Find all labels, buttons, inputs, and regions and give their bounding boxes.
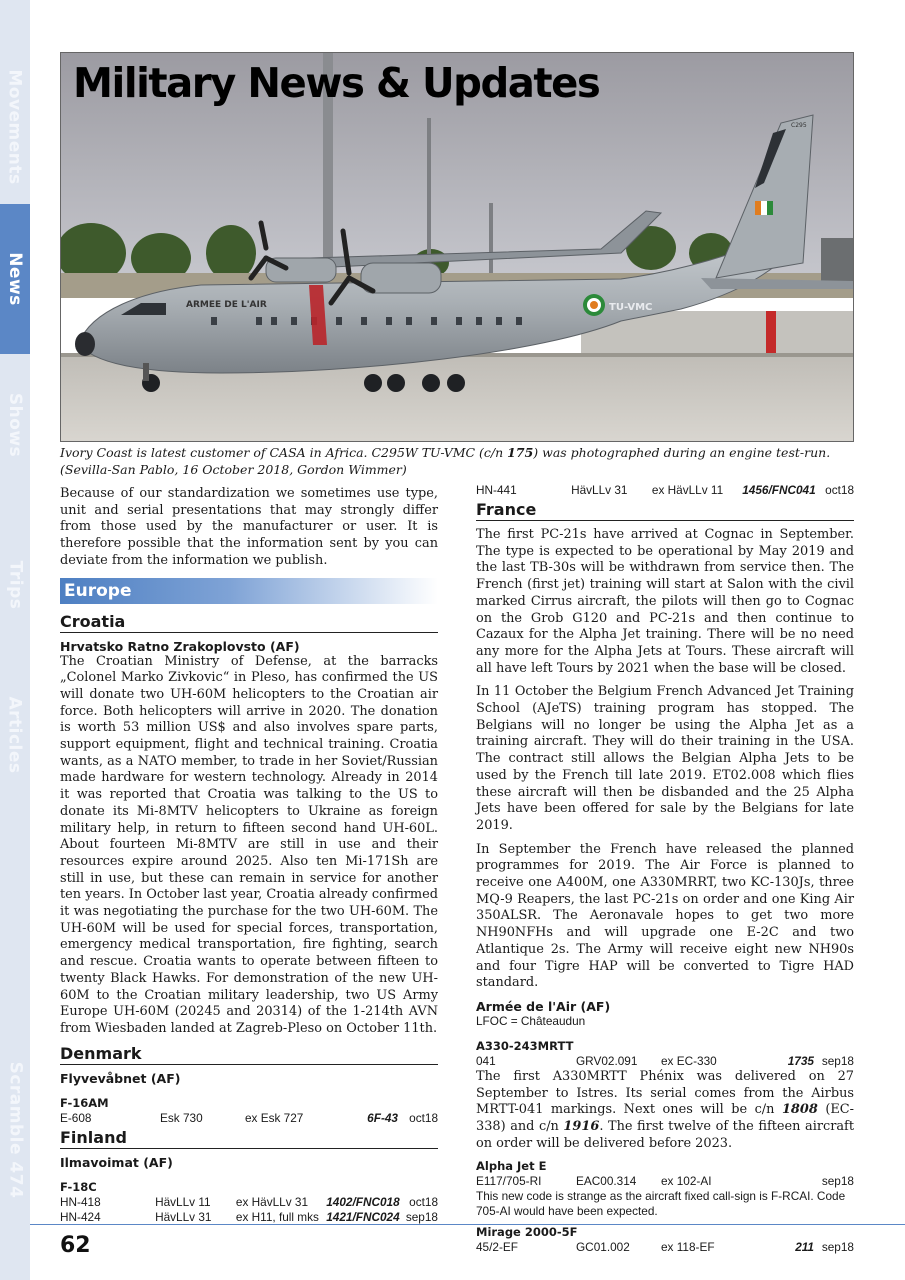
unit-croatia: Hrvatsko Ratno Zrakoplovsto (AF)	[60, 638, 300, 654]
code: 1402/FNC018	[326, 1194, 400, 1209]
country-denmark: Denmark	[60, 1044, 438, 1065]
code: 1735	[787, 1053, 814, 1068]
country-finland: Finland	[60, 1128, 438, 1149]
tab-shows-label: Shows	[5, 392, 26, 458]
country-france: France	[476, 500, 854, 521]
caption-text-a: Ivory Coast is latest customer of CASA in Africa. C295W TU-VMC (c/n	[60, 445, 508, 460]
unit-cell: EAC00.314	[576, 1173, 637, 1188]
serial: HN-424	[60, 1209, 101, 1224]
a330-text	[476, 1069, 854, 1153]
tab-movements[interactable]	[0, 62, 30, 192]
date: oct18	[409, 1110, 438, 1125]
date: oct18	[409, 1194, 438, 1209]
unit-cell: GC01.002	[576, 1239, 630, 1254]
table-row	[60, 1210, 438, 1225]
section-sidebar	[0, 0, 30, 1280]
roundel-icon	[583, 294, 605, 316]
table-row	[476, 483, 854, 498]
a330-text-3: . The first twelve of the fifteen aircraft on order will be delivered before 2023.	[476, 1119, 855, 1151]
previous: ex 102-AI	[661, 1173, 712, 1188]
previous: ex 118-EF	[661, 1239, 715, 1254]
france-paragraph-1: The first PC-21s have arrived at Cognac in September. The type is expected to be operational by May 2019 and the last TB-30s will be withdrawn from service then. The French (first jet) training will start at Salon with the civil marked Cirrus aircraft, the pilots will then go to Cognac on the Grob G120 and PC-21s and then continue to Cazaux for the Alpha Jet training. There will be no need any more for the Alpha Jets at Tours. These aircraft will all have left Tours by 2021 when the base will be closed.	[476, 527, 854, 676]
tab-shows[interactable]	[0, 370, 30, 480]
alphajet-note: This new code is strange as the aircraft fixed call-sign is F-RCAI. Code 705-AI would have been expected.	[476, 1188, 846, 1218]
tab-trips[interactable]	[0, 540, 30, 630]
aircraft-marking: ARMEE DE L'AIR	[186, 300, 267, 310]
serial: 45/2-EF	[476, 1239, 518, 1254]
type-a330: A330-243MRTT	[476, 1038, 574, 1053]
intro-text: Because of our standardization we sometimes use type, unit and serial presentations that may strongly differ from those used by the manufacturer or user. It is therefore possible that the information sent by you can deviate from the information we publish.	[60, 486, 438, 568]
unit-france: Armée de l'Air (AF)	[476, 998, 611, 1014]
unit-cell: Esk 730	[160, 1110, 203, 1125]
table-row	[60, 1111, 438, 1126]
a330-text-1: The first A330MRTT Phénix was delivered on 27 September to Istres. Its serial comes from the Airbus MRTT-041 markings. Next ones will be c/n	[476, 1068, 854, 1118]
serial: HN-441	[476, 483, 517, 497]
date: oct18	[825, 483, 854, 497]
france-paragraph-2: In 11 October the Belgium French Advanced Jet Training School (AJeTS) training program has stopped. The Belgians will no longer be using the Alpha Jet as a training aircraft. They will do their training in the USA. The contract still allows the Belgian Alpha Jets to be used by the French till late 2019. ET02.008 which flies these aircraft will then be disbanded and the 25 Alpha Jets have been offered for sale by the Belgians for late 2019.	[476, 684, 854, 833]
croatia-text: The Croatian Ministry of Defense, at the barracks „Colonel Marko Zivkovic“ in Pleso, has confirmed the US will donate two UH-60M helicopters to the Croatian air force. Both helicopters will arrive in 2020. The donation is worth 53 million US$ and also involves spare parts, support equipment, flight and technical training. Croatia wants, as a NATO member, to trade in her Soviet/Russian made hardware for western technology. Already in 2014 it was reported that Croatia was talking to the US to donate its Mi-8MTV helicopters to Ukraine as foreign military help, in return to fifteen second hand UH-60L. About fourteen Mi-8MTV are still in use and their resources expire around 2025. Also ten Mi-171Sh are still in use, but these can remain in service for another ten years. In October last year, Croatia already confirmed it was negotiating the purchase for the two UH-60M. The UH-60M will be used for special forces, transportation, emergency medical transportation, fire fighting, search and rescue. Croatia wants to operate between fifteen to twenty Black Hawks. For demonstration of the new UH-60M to the Croatian military leadership, two US Army Europe UH-60M (20245 and 20314) of the 1-214th AVN from Wiesbaden landed at Zagreb-Pleso on October 11th.	[60, 653, 438, 1036]
type-f18c: F-18C	[60, 1179, 97, 1194]
right-column	[476, 483, 854, 1255]
location-code: LFOC = Châteaudun	[476, 1013, 586, 1028]
unit-denmark: Flyvevåbnet (AF)	[60, 1070, 181, 1086]
tab-news[interactable]	[0, 204, 30, 354]
section-europe: Europe	[60, 578, 438, 604]
previous: ex H11, full mks	[235, 1209, 319, 1224]
tab-articles-label: Articles	[5, 696, 26, 774]
tab-movements-label: Movements	[5, 69, 25, 185]
photo-caption	[60, 444, 856, 478]
unit-cell: GRV02.091	[576, 1053, 638, 1068]
footer-rule	[30, 1224, 905, 1225]
tab-scramble[interactable]	[0, 1060, 30, 1200]
unit-finland: Ilmavoimat (AF)	[60, 1154, 173, 1170]
table-row	[476, 1240, 854, 1255]
unit-cell: HävLLv 11	[155, 1194, 211, 1209]
date: sep18	[821, 1053, 854, 1068]
date: sep18	[821, 1173, 854, 1188]
page-number: 62	[60, 1233, 91, 1258]
code: 1421/FNC024	[326, 1209, 400, 1224]
page-title: Military News & Updates	[73, 59, 600, 107]
type-f16am: F-16AM	[60, 1095, 109, 1110]
unit-cell: HävLLv 31	[571, 483, 628, 497]
previous: ex HävLLv 11	[651, 483, 724, 497]
caption-bold: 175	[507, 445, 534, 460]
type-mirage: Mirage 2000-5F	[476, 1224, 578, 1239]
previous: ex Esk 727	[245, 1110, 304, 1125]
a330-bold-2: 1916	[563, 1119, 600, 1135]
tab-news-label: News	[5, 252, 25, 306]
a330-text-2: (EC-338) and c/n	[476, 1102, 854, 1135]
unit-cell: HävLLv 31	[155, 1209, 212, 1224]
tab-trips-label: Trips	[5, 560, 26, 610]
table-row	[476, 1054, 854, 1069]
caption-text-b: ) was photographed during an engine test-run. (Sevilla-San Pablo, 16 October 2018, Gordon Wimmer)	[60, 445, 831, 477]
previous: ex HävLLv 31	[235, 1194, 309, 1209]
previous: ex EC-330	[661, 1053, 717, 1068]
code: 6F-43	[367, 1110, 398, 1125]
a330-bold-1: 1808	[781, 1102, 818, 1118]
table-row	[476, 1174, 854, 1189]
serial: 041	[476, 1053, 496, 1068]
tail-code: C295	[791, 122, 807, 129]
serial: E-608	[60, 1110, 92, 1125]
date: sep18	[821, 1239, 854, 1254]
tab-scramble-label: Scramble 474	[5, 1061, 26, 1199]
serial: HN-418	[60, 1194, 101, 1209]
code: 211	[795, 1239, 814, 1254]
table-row	[60, 1195, 438, 1210]
france-paragraph-3: In September the French have released the planned programmes for 2019. The Air Force is planned to receive one A400M, one A330MRRT, two KC-130Js, three MQ-9 Reapers, the last PC-21s on order and one King Air 350ALSR. The Aeronavale hopes to get two more NH90NFHs and will upgrade one E-2C and two Atlantique 2s. The Army will receive eight new NH90s and four Tigre HAP will be converted to Tigre HAD standard.	[476, 841, 854, 991]
date: sep18	[405, 1209, 438, 1224]
hero-photo	[60, 52, 854, 442]
code	[756, 1174, 820, 1189]
code: 1456/FNC041	[742, 483, 816, 497]
aircraft-registration: TU-VMC	[609, 302, 653, 313]
serial: E117/705-RI	[476, 1173, 542, 1188]
flag-icon	[755, 201, 773, 215]
country-croatia: Croatia	[60, 612, 438, 633]
type-alphajet: Alpha Jet E	[476, 1158, 547, 1173]
left-column	[60, 486, 438, 1225]
tab-articles[interactable]	[0, 680, 30, 790]
aircraft-illustration	[61, 53, 854, 442]
